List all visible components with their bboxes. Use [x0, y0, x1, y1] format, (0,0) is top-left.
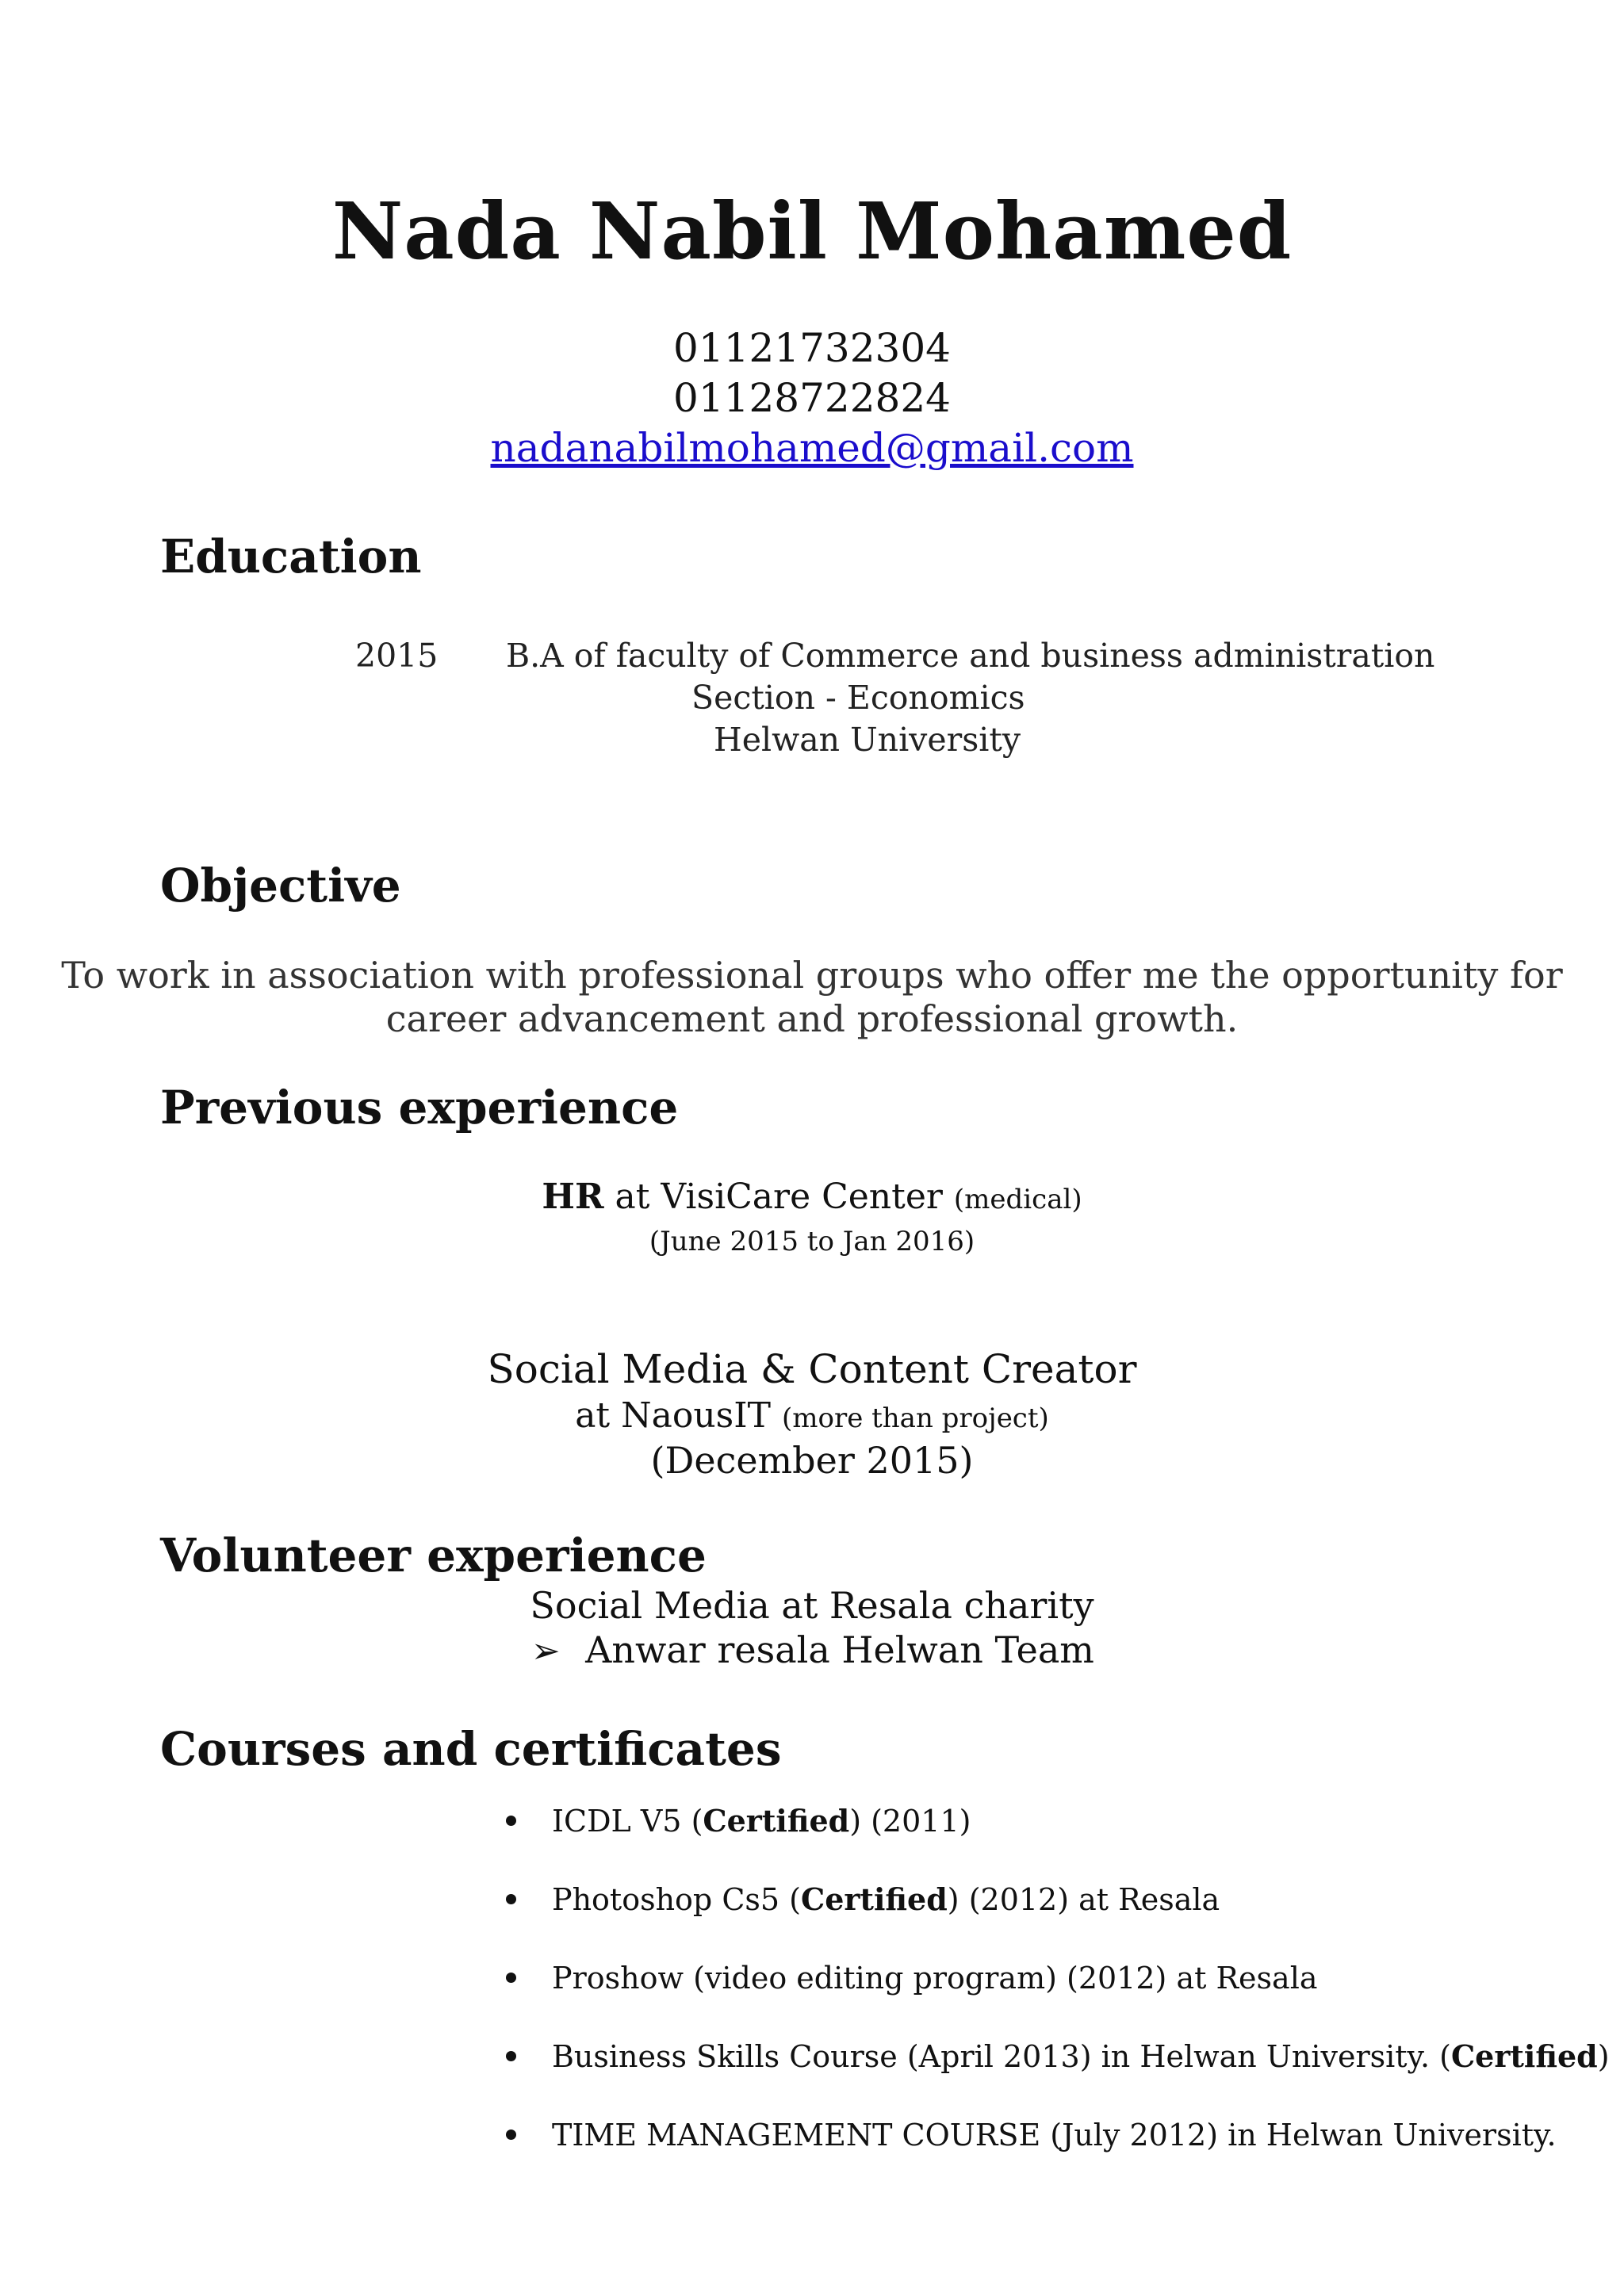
job-2-title: Social Media & Content Creator: [487, 1346, 1137, 1392]
bullet-icon: [506, 1973, 516, 1983]
bullet-icon: [506, 1894, 516, 1904]
job-2-employer: [0, 1395, 1624, 1436]
education-university: Helwan University: [714, 721, 1021, 759]
volunteer-team: Anwar resala Helwan Team: [585, 1628, 1094, 1671]
objective-line-2: career advancement and professional growth.: [385, 997, 1239, 1040]
volunteer-role: Social Media at Resala charity: [530, 1584, 1094, 1627]
courses-list: [492, 1804, 1610, 2196]
job-2-note: (more than project): [781, 1402, 1049, 1434]
job-1-role: HR: [542, 1177, 604, 1217]
volunteer-experience-heading: Volunteer experience: [160, 1529, 707, 1582]
objective-line-1: To work in association with professional groups who offer me the opportunity for: [61, 954, 1563, 997]
job-1-title: [0, 1177, 1624, 1217]
job-2-company: at NaousIT: [575, 1395, 782, 1436]
bullet-icon: [506, 2051, 516, 2061]
volunteer-team-item: [0, 1628, 1624, 1671]
list-item: TIME MANAGEMENT COURSE (July 2012) in Helwan University.: [492, 2118, 1610, 2196]
phone-number-2: 01128722824: [673, 375, 951, 421]
list-item: ICDL V5 (Certified) (2011): [492, 1804, 1610, 1882]
education-section: Section - Economics: [691, 679, 1025, 717]
job-1-employer: at VisiCare Center: [603, 1177, 954, 1217]
job-2-dates: (December 2015): [650, 1439, 974, 1482]
candidate-name: Nada Nabil Mohamed: [331, 186, 1293, 277]
phone-number-1: 01121732304: [673, 325, 951, 371]
education-year: 2015: [355, 637, 439, 675]
education-degree: B.A of faculty of Commerce and business administration: [506, 637, 1435, 675]
email-link[interactable]: nadanabilmohamed@gmail.com: [490, 425, 1134, 471]
list-item: Proshow (video editing program) (2012) at Resala: [492, 1961, 1610, 2039]
bullet-icon: [506, 1816, 516, 1826]
arrow-bullet-icon: ➢: [530, 1631, 561, 1671]
objective-heading: Objective: [160, 859, 401, 913]
courses-heading: Courses and certificates: [160, 1722, 782, 1776]
job-1-dates: (June 2015 to Jan 2016): [649, 1226, 975, 1257]
bullet-icon: [506, 2130, 516, 2140]
list-item: Photoshop Cs5 (Certified) (2012) at Resala: [492, 1882, 1610, 1961]
education-heading: Education: [160, 530, 422, 584]
list-item: Business Skills Course (April 2013) in Helwan University. (Certified): [492, 2039, 1610, 2118]
previous-experience-heading: Previous experience: [160, 1081, 679, 1135]
job-1-type: (medical): [953, 1184, 1082, 1215]
